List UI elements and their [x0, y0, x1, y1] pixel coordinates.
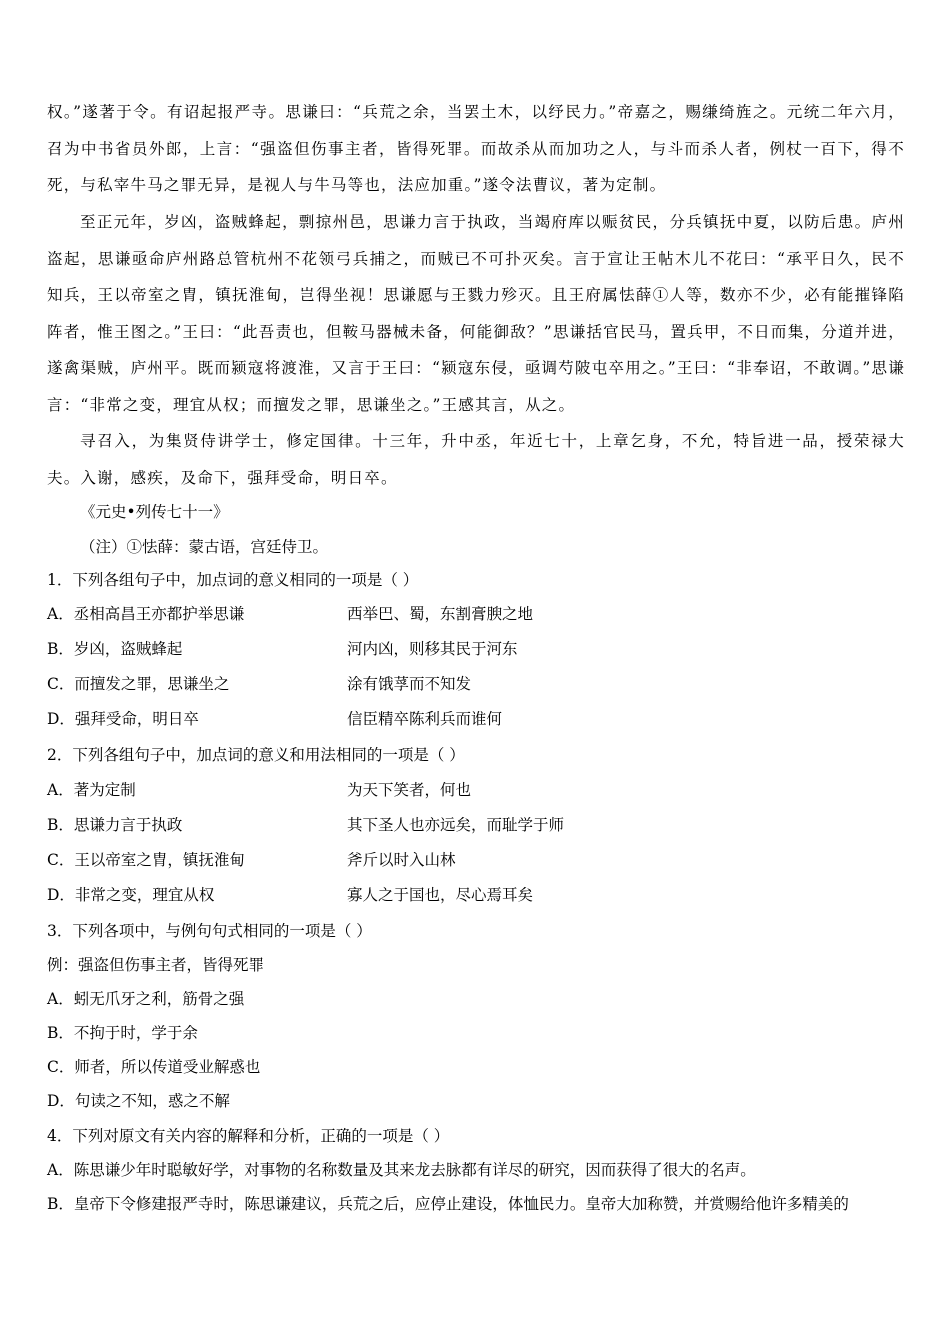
passage-note: （注）①怯薛：蒙古语，宫廷侍卫。	[80, 538, 329, 556]
question-3-option-a: A．蚓无爪牙之利，筋骨之强	[47, 990, 245, 1008]
passage-paragraph-3: 寻召入，为集贤侍讲学士，修定国律。十三年，升中丞，年近七十，上章乞身，不允，特旨进一品，授荣禄大夫。入谢，感疾，及命下，强拜受命，明日卒。	[47, 432, 905, 487]
question-3-option-c: C．师者，所以传道受业解惑也	[47, 1058, 261, 1076]
option-pair: 寡人之于国也，尽心焉耳矣	[347, 886, 534, 904]
option-text: D．非常之变，理宜从权	[47, 886, 215, 904]
option-text: C．而擅发之罪，思谦坐之	[47, 675, 230, 693]
question-1-option-d	[47, 707, 503, 729]
question-1-option-c	[47, 672, 472, 694]
question-2-option-c	[47, 848, 456, 870]
question-4-option-b: B．皇帝下令修建报严寺时，陈思谦建议，兵荒之后，应停止建设，体恤民力。皇帝大加称赞，并赏赐给他许多精美的	[47, 1195, 849, 1213]
passage-source: 《元史•列传七十一》	[80, 503, 229, 521]
option-text: D．强拜受命，明日卒	[47, 710, 199, 728]
question-1-stem: 1．下列各组句子中，加点词的意义相同的一项是（ ）	[47, 571, 419, 589]
option-text: B．思谦力言于执政	[47, 816, 183, 834]
option-pair: 其下圣人也亦远矣，而耻学于师	[347, 816, 565, 834]
option-pair: 信臣精卒陈利兵而谁何	[347, 710, 503, 728]
question-2-stem: 2．下列各组句子中，加点词的意义和用法相同的一项是（ ）	[47, 746, 465, 764]
option-pair: 西举巴、蜀，东割膏腴之地	[347, 605, 534, 623]
question-3-option-b: B．不拘于时，学于余	[47, 1024, 198, 1042]
option-pair: 涂有饿莩而不知发	[347, 675, 472, 693]
question-2-option-b	[47, 813, 565, 835]
option-pair: 斧斤以时入山林	[347, 851, 456, 869]
option-text: A．丞相高昌王亦都护举思谦	[47, 605, 245, 623]
question-4-option-a: A．陈思谦少年时聪敏好学，对事物的名称数量及其来龙去脉都有详尽的研究，因而获得了很大的名声。	[47, 1161, 756, 1179]
question-1-option-a	[47, 602, 534, 624]
option-text: C．王以帝室之胄，镇抚淮甸	[47, 851, 245, 869]
option-pair: 为天下笑者，何也	[347, 781, 472, 799]
option-text: A．著为定制	[47, 781, 136, 799]
question-1-option-b	[47, 637, 518, 659]
question-3-stem: 3．下列各项中，与例句句式相同的一项是（ ）	[47, 922, 372, 940]
question-3-option-d: D．句读之不知，惑之不解	[47, 1092, 230, 1110]
passage-paragraph-2: 至正元年，岁凶，盗贼蜂起，剽掠州邑，思谦力言于执政，当竭府库以赈贫民，分兵镇抚中夏，以防后患。庐州盗起，思谦亟命庐州路总管杭州不花领弓兵捕之，而贼已不可扑灭矣。言于宣让王帖木儿不花曰：“承平日久，民不知兵，王以帝室之胄，镇抚淮甸，岂得坐视！思谦愿与王戮力殄灭。且王府属怯薛①人等，数亦不少，必有能摧锋陷阵者，惟王图之。”王曰：“此吾责也，但鞍马器械未备，何能御敌？”思谦括官民马，置兵甲，不日而集，分道并进，遂禽渠贼，庐州平。既而颍寇将渡淮，又言于王曰：“颍寇东侵，亟调芍陂屯卒用之。”王曰：“非奉诏，不敢调。”思谦言：“非常之变，理宜从权；而擅发之罪，思谦坐之。”王感其言，从之。	[47, 213, 905, 414]
question-2-option-a	[47, 778, 472, 800]
option-text: B．岁凶，盗贼蜂起	[47, 640, 183, 658]
question-4-stem: 4．下列对原文有关内容的解释和分析，正确的一项是（ ）	[47, 1127, 450, 1145]
question-2-option-d	[47, 883, 534, 905]
option-pair: 河内凶，则移其民于河东	[347, 640, 518, 658]
question-3-example: 例：强盗但伤事主者，皆得死罪	[47, 956, 265, 974]
passage-paragraph-1: 权。”遂著于令。有诏起报严寺。思谦曰：“兵荒之余，当罢土木，以纾民力。”帝嘉之，赐缣绮旌之。元统二年六月，召为中书省员外郎，上言：“强盗但伤事主者，皆得死罪。而故杀从而加功之人，与斗而杀人者，例杖一百下，得不死，与私宰牛马之罪无异，是视人与牛马等也，法应加重。”遂令法曹议，著为定制。	[47, 103, 905, 194]
